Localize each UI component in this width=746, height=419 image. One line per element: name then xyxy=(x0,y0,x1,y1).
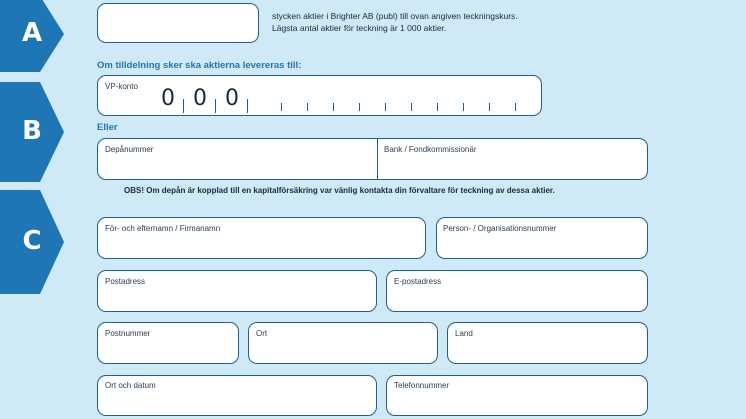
minimum-shares-note: Lägsta antal aktier för teckning är 1 000 aktier. xyxy=(272,23,447,33)
section-tab-b xyxy=(0,82,66,182)
postal-code-label: Postnummer xyxy=(105,329,151,338)
city-label: Ort xyxy=(256,329,268,338)
section-a-letter: A xyxy=(21,18,43,48)
name-label: För- och efternamn / Firmanamn xyxy=(105,224,221,233)
country-field[interactable] xyxy=(447,322,648,364)
phone-label: Telefonnummer xyxy=(394,381,450,390)
depot-number-label: Depånummer xyxy=(105,145,154,154)
country-label: Land xyxy=(455,329,473,338)
or-label: Eller xyxy=(97,122,118,133)
vp-digit-tick xyxy=(307,103,308,111)
section-tab-c xyxy=(0,190,66,294)
vp-account-label: VP-konto xyxy=(105,82,138,91)
bank-label: Bank / Fondkommissionär xyxy=(384,145,477,154)
vp-digit-tick xyxy=(489,103,490,111)
capital-insurance-notice: OBS! Om depån är kopplad till en kapitalförsäkring var vänlig kontakta din förvaltare för teckning av dessa aktier. xyxy=(124,186,555,195)
depot-divider xyxy=(377,139,378,179)
section-b-letter: B xyxy=(22,116,42,146)
vp-digit-2: 0 xyxy=(193,86,207,111)
bank-field[interactable] xyxy=(380,140,646,178)
vp-digit-tick xyxy=(385,103,386,111)
vp-digit-tick xyxy=(411,103,412,111)
vp-digit-3: 0 xyxy=(225,86,239,111)
email-label: E-postadress xyxy=(394,277,442,286)
vp-digit-tick xyxy=(359,103,360,111)
vp-digit-tick xyxy=(515,103,516,111)
city-field[interactable] xyxy=(248,322,438,364)
delivery-heading: Om tilldelning sker ska aktierna levereras till: xyxy=(97,60,302,71)
vp-digit-1: 0 xyxy=(161,86,175,111)
vp-digit-tick xyxy=(333,103,334,111)
postal-address-label: Postadress xyxy=(105,277,146,286)
vp-separator xyxy=(183,99,184,113)
share-count-description: stycken aktier i Brighter AB (publ) till ovan angiven teckningskurs. xyxy=(272,11,518,21)
vp-separator xyxy=(247,99,248,113)
vp-digit-tick xyxy=(281,103,282,111)
vp-separator xyxy=(215,99,216,113)
vp-digit-tick xyxy=(463,103,464,111)
place-date-label: Ort och datum xyxy=(105,381,156,390)
section-c-letter: C xyxy=(22,226,42,256)
depot-number-field[interactable] xyxy=(99,140,376,178)
vp-digit-tick xyxy=(437,103,438,111)
section-tab-a xyxy=(0,0,66,72)
person-number-label: Person- / Organisationsnummer xyxy=(443,224,557,233)
share-count-field[interactable] xyxy=(97,3,259,43)
